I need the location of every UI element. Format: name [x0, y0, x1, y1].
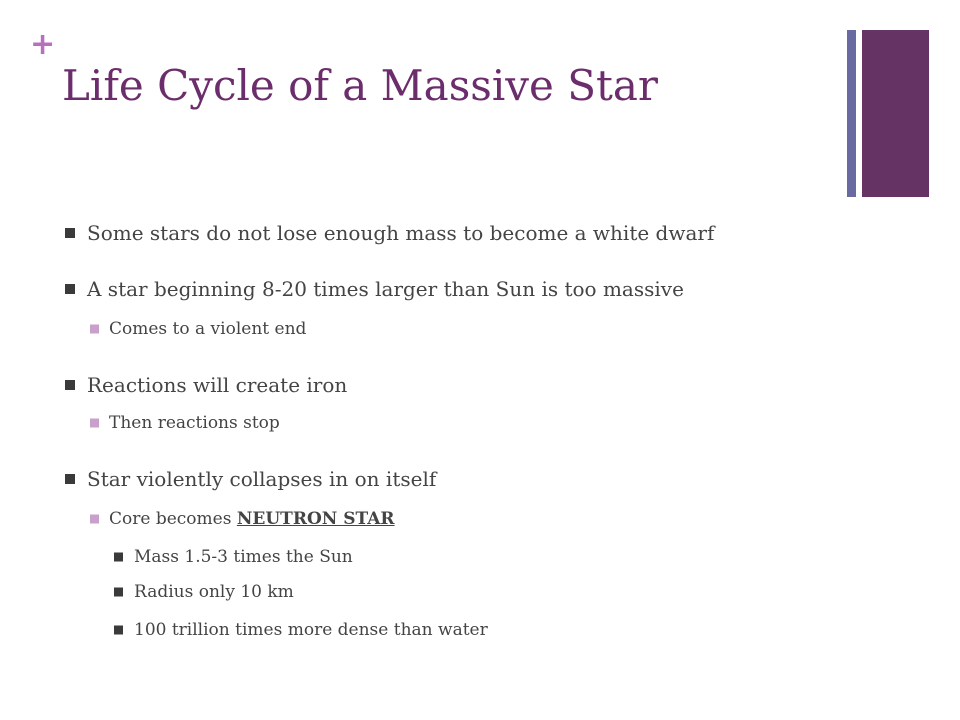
sub-bullet-item — [109, 507, 395, 531]
bullet-item — [87, 371, 347, 399]
slide-title: Life Cycle of a Massive Star — [62, 61, 658, 110]
square-bullet-icon — [65, 228, 75, 238]
sub-bullet-item — [109, 317, 306, 341]
sub-sub-bullet-item — [134, 580, 294, 604]
square-bullet-icon — [114, 588, 123, 597]
bullet-text: Reactions will create iron — [87, 373, 348, 397]
square-bullet-icon — [114, 553, 123, 562]
square-bullet-icon — [90, 419, 99, 428]
bullet-text: Some stars do not lose enough mass to become a white dwarf — [87, 221, 715, 245]
square-bullet-icon — [90, 325, 99, 334]
bullet-item — [87, 465, 436, 493]
bullet-item — [87, 275, 684, 303]
sub-bullet-item — [109, 411, 280, 435]
slide-plus-mark: + — [30, 27, 56, 62]
square-bullet-icon — [65, 284, 75, 294]
bullet-text: A star beginning 8-20 times larger than Sun is too massive — [87, 277, 684, 301]
square-bullet-icon — [65, 380, 75, 390]
bullet-text: Then reactions stop — [109, 413, 280, 433]
bullet-text: Core becomes — [109, 509, 237, 529]
bullet-item — [87, 219, 714, 247]
bullet-text: 100 trillion times more dense than water — [134, 620, 488, 640]
square-bullet-icon — [90, 515, 99, 524]
square-bullet-icon — [114, 626, 123, 635]
neutron-star-emphasis: NEUTRON STAR — [236, 509, 395, 529]
bullet-text: Radius only 10 km — [134, 582, 294, 602]
bullet-text: Comes to a violent end — [109, 319, 307, 339]
sub-sub-bullet-item — [134, 618, 488, 642]
bullet-text: Mass 1.5-3 times the Sun — [134, 547, 353, 567]
square-bullet-icon — [65, 474, 75, 484]
bullet-text: Star violently collapses in on itself — [87, 467, 437, 491]
sub-sub-bullet-item — [134, 545, 353, 569]
